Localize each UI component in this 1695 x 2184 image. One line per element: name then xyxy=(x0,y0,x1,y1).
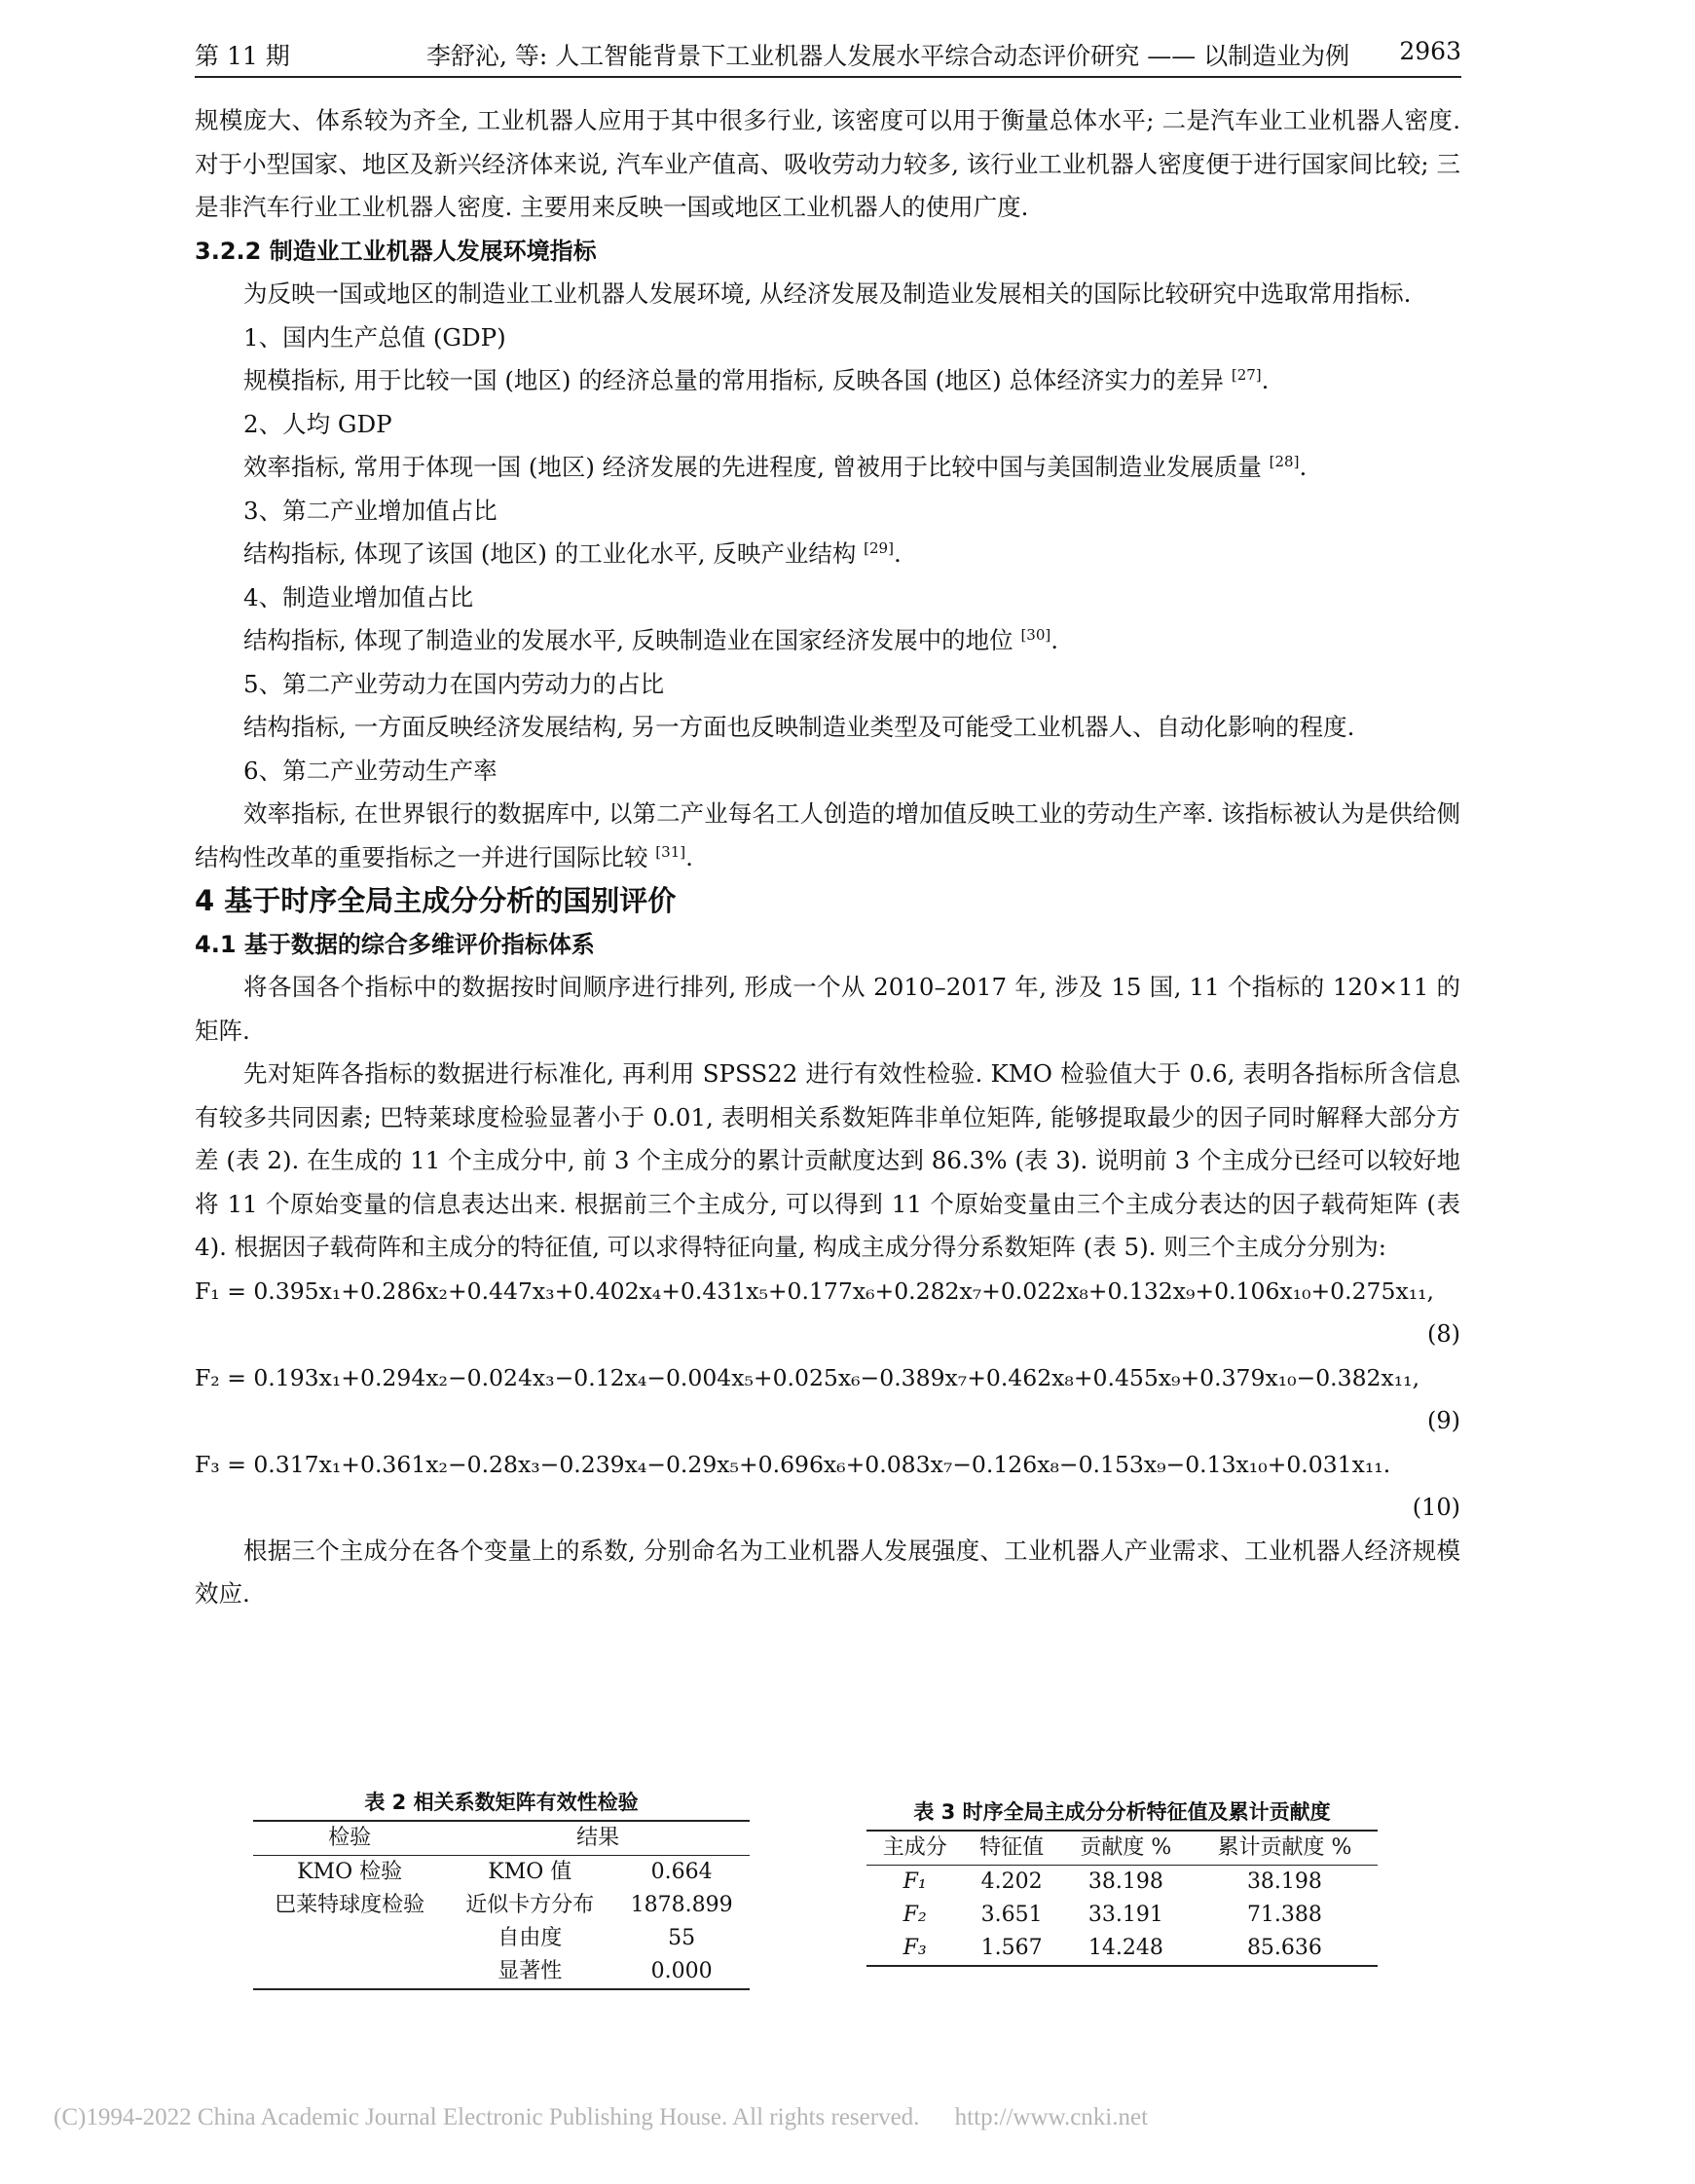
table-row xyxy=(253,1856,750,1890)
equation-8: F₁ = 0.395x₁+0.286x₂+0.447x₃+0.402x₄+0.431x₅+0.177x₆+0.282x₇+0.022x₈+0.132x₉+0.106x₁₀+0.275x₁₁, xyxy=(195,1277,1435,1305)
citation-30[interactable]: [30] xyxy=(1020,625,1051,644)
table-cell xyxy=(253,1922,446,1955)
table-cell: 近似卡方分布 xyxy=(465,1893,595,1917)
table-cell: 14.248 xyxy=(1087,1936,1163,1960)
table-row xyxy=(866,1899,1378,1932)
citation-31[interactable]: [31] xyxy=(655,842,686,861)
equation-10-number: (10) xyxy=(1412,1494,1460,1521)
table-row xyxy=(253,1955,750,1989)
table-cell: 71.388 xyxy=(1246,1903,1322,1927)
citation-28[interactable]: [28] xyxy=(1269,452,1300,470)
indicator-1-title: 1、国内生产总值 (GDP) xyxy=(243,322,506,352)
table-header-row xyxy=(866,1831,1378,1866)
table-cell: KMO 值 xyxy=(488,1860,572,1884)
table-cell: F₃ xyxy=(903,1936,927,1960)
table-cell: 55 xyxy=(668,1926,696,1950)
table-cell: 0.664 xyxy=(650,1860,713,1884)
section-heading-4: 4 基于时序全局主成分分析的国别评价 xyxy=(195,884,677,917)
table-3-caption: 表 3 时序全局主成分分析特征值及累计贡献度 xyxy=(913,1800,1331,1824)
paragraph-environment: 为反映一国或地区的制造业工业机器人发展环境, 从经济发展及制造业发展相关的国际比较研究中选取常用指标. xyxy=(243,279,1412,308)
table-3-header: 特征值 xyxy=(979,1835,1045,1860)
indicator-6-title: 6、第二产业劳动生产率 xyxy=(243,756,497,785)
table-cell: KMO 检验 xyxy=(297,1860,403,1884)
table-3-header: 贡献度 % xyxy=(1080,1835,1172,1860)
table-cell: 自由度 xyxy=(497,1926,563,1950)
running-header xyxy=(195,37,1461,78)
equation-8-number: (8) xyxy=(1427,1320,1460,1348)
indicator-6-body: 效率指标, 在世界银行的数据库中, 以第二产业每名工人创造的增加值反映工业的劳动生产率. 该指标被认为是供给侧结构性改革的重要指标之一并进行国际比较 [31]. xyxy=(195,799,1460,871)
indicator-5-title: 5、第二产业劳动力在国内劳动力的占比 xyxy=(243,669,665,698)
table-cell: 显著性 xyxy=(497,1959,563,1983)
indicator-4-body: 结构指标, 体现了制造业的发展水平, 反映制造业在国家经济发展中的地位 [30]. xyxy=(243,625,1059,654)
table-row xyxy=(253,1922,750,1955)
section-heading-4-1: 4.1 基于数据的综合多维评价指标体系 xyxy=(195,930,595,958)
table-cell: F₁ xyxy=(903,1869,927,1894)
indicator-5-body: 结构指标, 一方面反映经济发展结构, 另一方面也反映制造业类型及可能受工业机器人、自动化影响的程度. xyxy=(243,713,1355,741)
paragraph-matrix: 将各国各个指标中的数据按时间顺序进行排列, 形成一个从 2010–2017 年, 涉及 15 国, 11 个指标的 120×11 的矩阵. xyxy=(195,973,1460,1045)
table-2 xyxy=(253,1787,750,1990)
indicator-4-title: 4、制造业增加值占比 xyxy=(243,582,474,611)
equation-9-number: (9) xyxy=(1427,1407,1460,1434)
indicator-2-body: 效率指标, 常用于体现一国 (地区) 经济发展的先进程度, 曾被用于比较中国与美国制造业发展质量 [28]. xyxy=(243,452,1308,481)
indicator-3-body: 结构指标, 体现了该国 (地区) 的工业化水平, 反映产业结构 [29]. xyxy=(243,538,902,568)
table-3 xyxy=(866,1796,1378,1967)
table-cell: 4.202 xyxy=(980,1869,1043,1894)
table-row xyxy=(253,1889,750,1922)
indicator-2-title: 2、人均 GDP xyxy=(243,409,392,438)
table-cell: 1878.899 xyxy=(630,1893,733,1917)
equation-10: F₃ = 0.317x₁+0.361x₂−0.28x₃−0.239x₄−0.29x₅+0.696x₆+0.083x₇−0.126x₈−0.153x₉−0.13x₁₀+0.031x₁₁. xyxy=(195,1450,1391,1478)
equation-9: F₂ = 0.193x₁+0.294x₂−0.024x₃−0.12x₄−0.004x₅+0.025x₆−0.389x₇+0.462x₈+0.455x₉+0.379x₁₀−0.382x₁₁, xyxy=(195,1363,1420,1391)
table-cell: 38.198 xyxy=(1087,1869,1163,1894)
copyright-text: (C)1994-2022 China Academic Journal Electronic Publishing House. All rights reserved. xyxy=(54,2104,920,2130)
table-2-header: 结果 xyxy=(576,1826,620,1850)
table-cell: 0.000 xyxy=(650,1959,713,1983)
page-number: 2963 xyxy=(1399,37,1461,65)
table-cell: 3.651 xyxy=(980,1903,1043,1927)
article-body xyxy=(195,99,1460,1616)
table-cell: 33.191 xyxy=(1087,1903,1163,1927)
table-cell: 1.567 xyxy=(980,1936,1043,1960)
paragraph-intro: 规模庞大、体系较为齐全, 工业机器人应用于其中很多行业, 该密度可以用于衡量总体水平; 二是汽车业工业机器人密度. 对于小型国家、地区及新兴经济体来说, 汽车业产值高、吸收劳动力较多, 该行业工业机器人密度便于进行国家间比较; 三是非汽车行业工业机器人密度. 主要用来反映一国或地区工业机器人的使用广度. xyxy=(195,106,1460,221)
table-3-header: 主成分 xyxy=(882,1835,947,1860)
table-cell: 85.636 xyxy=(1246,1936,1322,1960)
table-row xyxy=(866,1932,1378,1966)
paragraph-naming: 根据三个主成分在各个变量上的系数, 分别命名为工业机器人发展强度、工业机器人产业需求、工业机器人经济规模效应. xyxy=(195,1536,1460,1608)
tables-region xyxy=(195,1787,1460,2001)
running-title: 李舒沁, 等: 人工智能背景下工业机器人发展水平综合动态评价研究 —— 以制造业为例 xyxy=(426,42,1350,70)
table-2-caption: 表 2 相关系数矩阵有效性检验 xyxy=(364,1791,639,1814)
table-cell: F₂ xyxy=(903,1903,927,1927)
table-row xyxy=(866,1866,1378,1900)
copyright-footer xyxy=(54,2104,1177,2131)
paragraph-kmo: 先对矩阵各指标的数据进行标准化, 再利用 SPSS22 进行有效性检验. KMO 检验值大于 0.6, 表明各指标所含信息有较多共同因素; 巴特莱球度检验显著小于 0.01, 表明相关系数矩阵非单位矩阵, 能够提取最少的因子同时解释大部分方差 (表 2). 在生成的 11 个主成分中, 前 3 个主成分的累计贡献度达到 86.3% (表 3). 说明前 3 个主成分已经可以较好地将 11 个原始变量的信息表达出来. 根据前三个主成分, 可以得到 11 个原始变量由三个主成分表达的因子载荷矩阵 (表 4). 根据因子载荷阵和主成分的特征值, 可以求得特征向量, 构成主成分得分系数矩阵 (表 5). 则三个主成分分别为: xyxy=(195,1059,1460,1261)
table-2-header: 检验 xyxy=(328,1826,372,1850)
footer-link[interactable]: http://www.cnki.net xyxy=(954,2104,1149,2130)
table-cell: 巴莱特球度检验 xyxy=(275,1893,425,1917)
indicator-1-body: 规模指标, 用于比较一国 (地区) 的经济总量的常用指标, 反映各国 (地区) 总体经济实力的差异 [27]. xyxy=(243,365,1270,394)
indicator-3-title: 3、第二产业增加值占比 xyxy=(243,496,497,525)
table-cell: 38.198 xyxy=(1246,1869,1322,1894)
citation-27[interactable]: [27] xyxy=(1231,365,1262,384)
table-3-header: 累计贡献度 % xyxy=(1217,1835,1352,1860)
table-cell xyxy=(253,1955,446,1989)
section-heading-3-2-2: 3.2.2 制造业工业机器人发展环境指标 xyxy=(195,237,597,265)
citation-29[interactable]: [29] xyxy=(864,538,894,557)
issue-number: 第 11 期 xyxy=(195,42,290,70)
